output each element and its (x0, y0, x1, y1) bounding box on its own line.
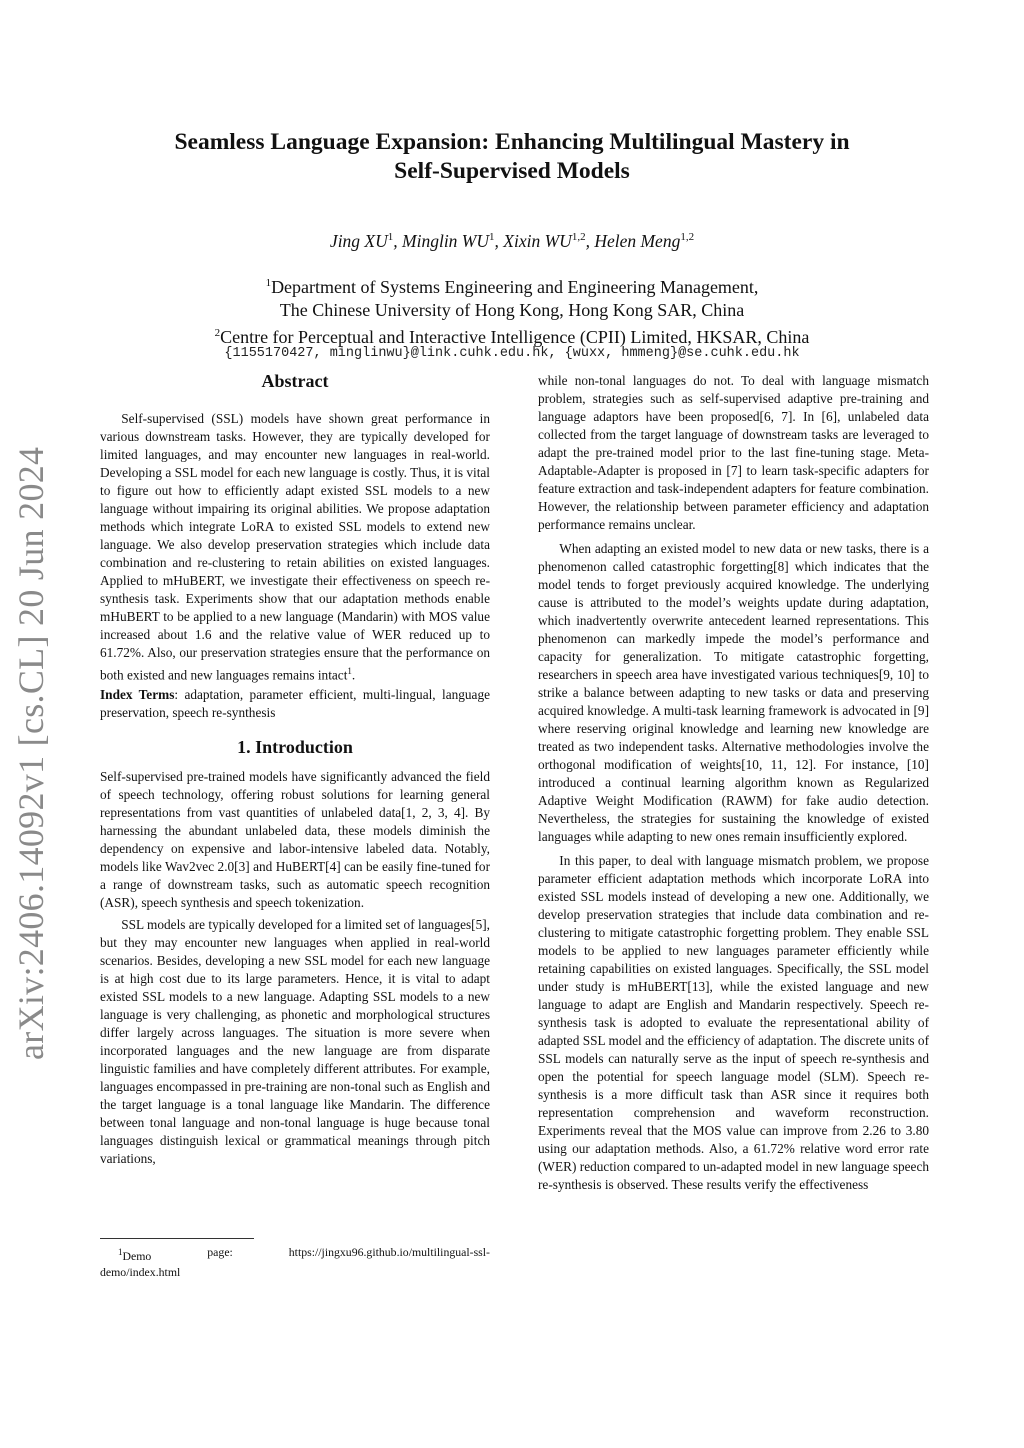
author-affiliation: 1,2 (571, 231, 586, 244)
author-name: Helen Meng (594, 231, 681, 251)
index-terms-label: Index Terms (100, 687, 175, 703)
title-line-2: Self-Supervised Models (394, 158, 630, 184)
author-affiliation: 1,2 (680, 231, 695, 244)
author-emails: {1155170427, minglinwu}@link.cuhk.edu.hk, {wuxx, hmmeng}@se.cuhk.edu.hk (224, 346, 800, 361)
author-name: Jing XU (329, 231, 388, 251)
abstract-text (100, 410, 490, 684)
index-terms-list: : adaptation, parameter efficient, multi-lingual, language preservation, speech re-synthesis (100, 687, 490, 721)
footnote-rule (100, 1238, 254, 1239)
footnote-label-b: page: (207, 1245, 233, 1259)
footnote-label-a: Demo (122, 1248, 152, 1263)
intro-paragraph-2: SSL models are typically developed for a limited set of languages[5], but they may encounter new languages when applied in real-world scenarios. Besides, developing a new SSL model for each new language is at high cost due to its large parameters. Hence, it is vital to adapt existed SSL models to a new language. Adapting SSL models to a new language is very challenging, as phonetic and morphological structures differ largely across languages. The situation is more severe when incorporated languages and the new language are from disparate linguistic families and have completely different attributes. For example, languages encompassed in pre-training are non-tonal such as English and the target language is a tonal language like Mandarin. The difference between tonal language and non-tonal language is huge because tonal languages distinguish lexical or grammatical meanings through pitch variations, (100, 917, 490, 1167)
author-separator: , (393, 231, 403, 251)
paper-title (112, 128, 912, 186)
affiliation-mark: 2 (214, 327, 221, 339)
footnote-url-part-1[interactable]: https://jingxu96.github.io/multilingual-ssl- (288, 1245, 490, 1259)
footnote-number: 1 (118, 1247, 123, 1257)
footnote-label (118, 1244, 151, 1264)
abstract-end: . (351, 667, 356, 683)
left-column (100, 370, 490, 1168)
affiliations (112, 272, 912, 349)
footnote-line-1 (100, 1244, 490, 1264)
right-paragraph-1: while non-tonal languages do not. To deal with language mismatch problem, strategies such as self-supervised adaptive pre-training and language adaptors have been proposed[6, 7]. In [6], unlabeled data collected from the target language of downstream tasks are leveraged to adapt the pre-trained model prior to the last fine-tuning stage. Meta-Adaptable-Adapter is proposed in [7] to learn task-specific adapters for feature extraction and task-independent adapters for feature combination. However, the relationship between parameter efficiency and adaptation performance remains unclear. (538, 373, 929, 532)
footnote (100, 1244, 490, 1280)
index-terms (100, 686, 490, 722)
author-affiliation: 1 (387, 231, 394, 244)
affiliation-1-line-2: The Chinese University of Hong Kong, Hong Kong SAR, China (279, 300, 745, 320)
author-name: Minglin WU (402, 231, 490, 251)
title-line-1: Seamless Language Expansion: Enhancing Multilingual Mastery in (174, 129, 850, 155)
affiliation-text: Centre for Perceptual and Interactive Intelligence (CPII) Limited, HKSAR, China (220, 327, 810, 347)
intro-paragraph-1: Self-supervised pre-trained models have significantly advanced the field of speech technology, offering robust solutions for learning general representations from vast quantities of unlabeled data[1, 2, 3, 4]. By harnessing the abundant unlabeled data, these models diminish the dependency on expensive and labor-intensive labeled data. Notably, models like Wav2vec 2.0[3] and HuBERT[4] can be easily fine-tuned for a range of downstream tasks, such as automatic speech recognition (ASR), speech synthesis and speech tokenization. (100, 769, 490, 911)
abstract-heading: Abstract (261, 371, 329, 391)
section-heading-introduction: 1. Introduction (237, 737, 353, 758)
abstract-paragraph: Self-supervised (SSL) models have shown great performance in various downstream tasks. However, they are typically developed for limited languages, and may encounter new languages in real-world. Developing a SSL model for each new language is costly. Thus, it is vital to figure out how to efficiently adapt existed SSL models to a new language without impairing its original abilities. We propose adaptation methods which integrate LoRA to existed SSL models to extend new language. We also develop preservation strategies which include data combination and re-clustering to retain abilities on existed languages. Applied to mHuBERT, we investigate their effectiveness on speech re-synthesis task. Experiments show that our adaptation methods enable mHuBERT to be applied to a new language (Mandarin) with MOS value increased about 1.6 and the relative value of WER reduced up to 61.72%. Also, our preservation strategies ensure that the performance on both existed and new languages remains intact (100, 411, 490, 683)
right-column (538, 372, 929, 1194)
author-name: Xixin WU (503, 231, 572, 251)
right-paragraph-2: When adapting an existed model to new data or new tasks, there is a phenomenon called catastrophic forgetting[8] which indicates that the model tends to forget previously acquired knowledge. The underlying cause is attributed to the model’s weights update during adaptation, which inadvertently overwrite antecedent learned representations. This phenomenon can markedly impede the model’s performance and capacity for generalization. To mitigate catastrophic forgetting, researchers in speech area have investigated various techniques[9, 10] to strike a balance between adapting to new tasks or data and preserving acquired knowledge. A multi-task learning framework is advocated in [9] where reserving original knowledge and learning new knowledge are treated as two independent tasks. Alternative methodologies involve the orthogonal modification of weights[10, 11, 12]. For instance, [10] introduced a continual learning algorithm known as Regularized Adaptive Weight Modification (RAWM) for fake audio detection. Nevertheless, the strategies for sustaining the knowledge of existed languages while adapting to new ones remain insufficiently explored. (538, 541, 929, 844)
abstract-body (100, 410, 490, 684)
affiliation-text: Department of Systems Engineering and Engineering Management, (271, 277, 759, 297)
right-paragraph-3: In this paper, to deal with language mismatch problem, we propose parameter efficient adaptation methods which incorporate LoRA into existed SSL models instead of developing a new one. Additionally, we develop preservation strategies that include data combination and re-clustering to mitigate catastrophic forgetting problem. They enable SSL models to be applied to new languages parameter efficiently while retaining capabilities on existed languages. Specifically, the SSL model under study is mHuBERT[13], while the existed language and new language to adapt are English and Mandarin respectively. Speech re-synthesis task is adopted to evaluate the representational ability of adapted SSL model and the efficiency of adaptation. The discrete units of SSL models can naturally serve as the input of speech re-synthesis and open the potential for speech language model (SLM). Speech re-synthesis is a more difficult task than ASR since it requires both representation comprehension and waveform reconstruction. Experiments reveal that the MOS value can improve from 2.26 to 3.80 using our adaptation methods. Also, a 61.72% relative word error rate (WER) reduction compared to un-adapted model in new language speech re-synthesis is observed. These results verify the effectiveness (538, 853, 929, 1192)
affiliation-1-line-1 (112, 272, 912, 299)
affiliation-2-line-1 (112, 322, 912, 349)
author-list (112, 231, 912, 252)
footnote-url-part-2[interactable]: demo/index.html (100, 1264, 181, 1279)
author-separator: , (585, 231, 595, 251)
affiliation-mark: 1 (265, 277, 272, 289)
footnote-mark: 1 (347, 666, 352, 676)
arxiv-identifier: arXiv:2406.14092v1 [cs.CL] 20 Jun 2024 (11, 446, 51, 1060)
author-affiliation: 1 (489, 231, 495, 244)
author-separator: , (494, 231, 504, 251)
